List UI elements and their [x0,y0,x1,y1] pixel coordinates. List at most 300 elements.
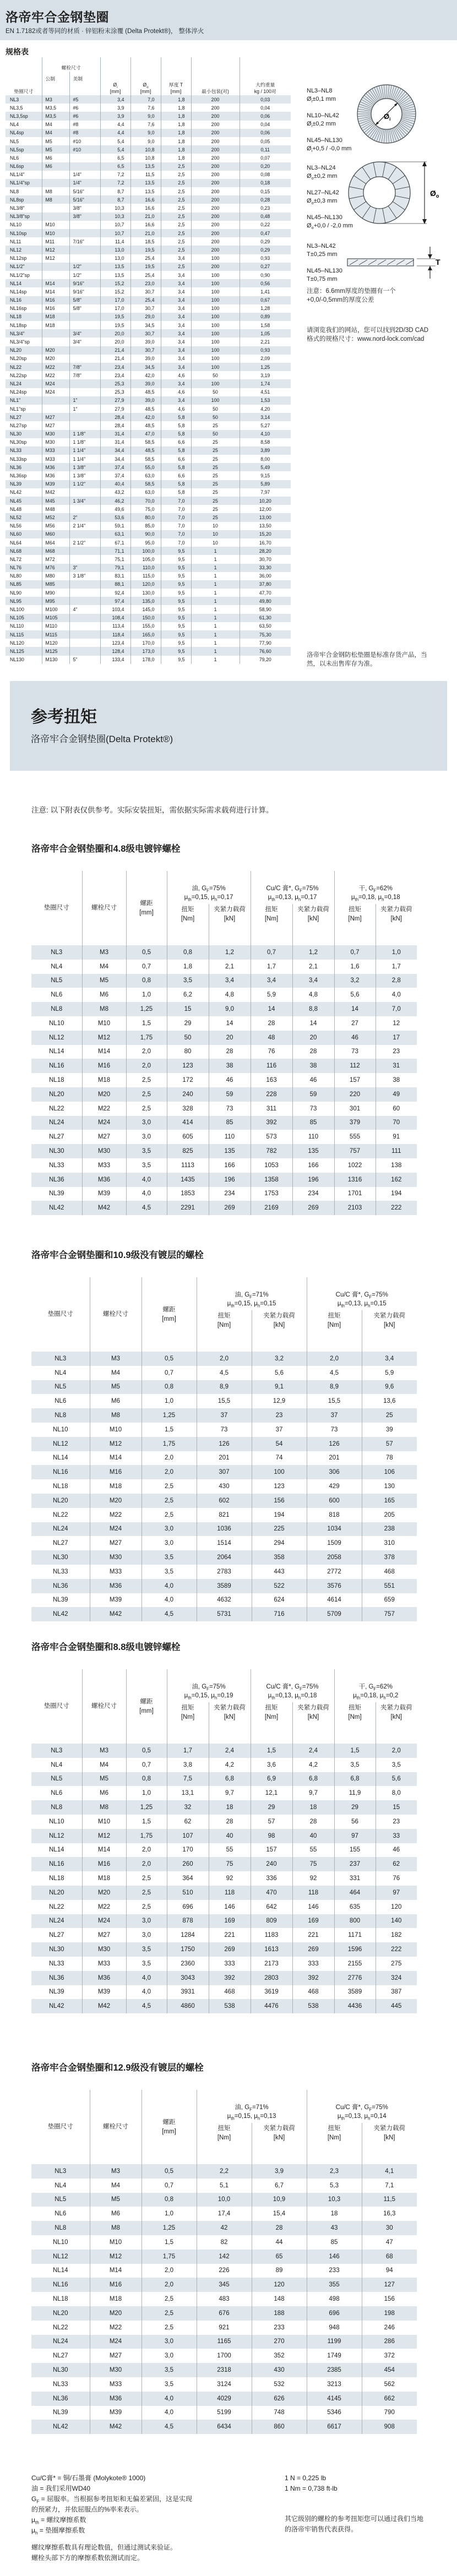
torque-cell: 40 [292,1829,334,1843]
torque-cell: 1700 [197,2349,252,2363]
table-row [31,2335,417,2349]
torque-cell: 1,75 [142,1437,197,1451]
table-row [6,179,291,187]
table-row [31,2321,417,2335]
torque-cell: 120 [252,2278,307,2292]
spec-cell [69,254,100,263]
col-metric: 公制 [42,72,69,95]
torque-cell: 1034 [307,1522,362,1537]
spec-cell: 25 [191,480,240,488]
table-row [31,1423,417,1437]
col-bolt-size: 螺栓尺寸 [82,1669,126,1744]
spec-cell: 1 3/8" [69,463,100,471]
spec-cell: 50 [191,413,240,421]
torque-cell: M4 [90,2179,142,2193]
torque-cell: 9,7 [209,1786,251,1800]
torque-cell: 4476 [251,1999,292,2013]
torque-cell: 310 [362,1536,417,1550]
torque-cell: 331 [334,1871,376,1886]
torque-section-title: 参考扭矩 [31,708,97,726]
torque-cell: 37 [307,1408,362,1423]
spec-cell: 173,0 [130,647,161,655]
spec-cell: 9,5 [161,614,191,622]
spec-cell: 15,20 [240,530,291,538]
table-row [6,589,291,597]
torque-cell: 1199 [307,2335,362,2349]
torque-cell: NL4 [51,1761,63,1768]
torque-cell: 2,4 [292,1744,334,1758]
torque-cell: 2,5 [126,1087,167,1102]
torque-table-header [31,871,417,945]
spec-cell [42,271,69,279]
table-row [6,355,291,363]
spec-cell: 1,8 [161,104,191,112]
spec-cell: 1 [191,639,240,647]
thickness-tolerance-note: 注意：6.6mm厚度的垫圈有一个 +0,0/-0,5mm的厚度公差 [307,288,396,303]
table-row [6,279,291,287]
torque-cell: 238 [362,1522,417,1537]
spec-cell [69,313,100,321]
table-row [31,1201,417,1215]
spec-cell: 5/16" [69,187,100,195]
spec-cell: 9/16" [69,279,100,287]
torque-cell: 2,5 [142,2321,197,2335]
spec-cell: NL22sp [10,372,27,378]
torque-cell: M16 [82,1059,126,1073]
torque-cell: 49 [376,1087,417,1102]
spec-cell [69,221,100,229]
spec-cell: 100 [191,287,240,296]
col-washer-size: 垫圈尺寸 [47,1311,73,1318]
col-clamp-load: 夹紧力载荷 [kN] [209,1702,251,1744]
spec-cell: 100 [191,337,240,346]
spec-cell: NL5 [10,138,19,144]
spec-cell: 200 [191,179,240,187]
table-row [6,480,291,488]
spec-cell [69,162,100,171]
torque-cell: 78 [362,1451,417,1466]
spec-cell: 100 [191,313,240,321]
table-row [6,271,291,279]
table-row [31,2420,417,2434]
spec-cell: M14 [42,279,69,287]
torque-cell: 2772 [307,1565,362,1579]
spec-cell: 5,89 [240,480,291,488]
spec-cell: M10 [42,229,69,237]
spec-cell: 10,7 [100,229,130,237]
torque-cell: 662 [362,2392,417,2406]
torque-cell: M14 [90,2264,142,2278]
torque-cell: 97 [334,1829,376,1843]
spec-cell: 17,0 [100,296,130,304]
torque-cell: 2,0 [307,1352,362,1366]
spec-cell: M85 [42,580,69,589]
torque-cell: NL27 [53,2352,68,2360]
torque-cell: 286 [362,2335,417,2349]
spec-cell: 1 [191,630,240,639]
spec-cell: 12,00 [240,505,291,513]
spec-cell: 48,5 [130,388,161,396]
torque-cell: 800 [334,1914,376,1929]
torque-cell: M30 [82,1144,126,1158]
torque-cell: 311 [251,1102,292,1116]
torque-cell: 194 [376,1187,417,1201]
torque-cell: 269 [292,1942,334,1957]
spec-cell: M14 [42,287,69,296]
torque-cell: 37 [197,1408,252,1423]
spec-cell: 1" [69,396,100,405]
torque-cell: 234 [209,1187,251,1201]
spec-cell: M20 [42,355,69,363]
spec-cell: NL6 [10,155,19,161]
spec-cell: 108,4 [100,614,130,622]
torque-cell: 3,2 [252,1352,307,1366]
torque-cell: 921 [197,2321,252,2335]
torque-cell: M39 [90,1593,142,1608]
spec-cell: NL76 [10,565,22,571]
torque-cell: 324 [376,1971,417,1985]
torque-cell: M27 [90,1536,142,1550]
torque-cell: NL39 [49,1190,64,1197]
spec-cell: 200 [191,112,240,120]
spec-cell: NL27 [10,414,22,420]
spec-cell: 0,29 [240,246,291,254]
spec-cell: 135,0 [130,597,161,605]
torque-cell: 2173 [251,1957,292,1971]
spec-cell: NL8sp [10,197,24,203]
table-row [6,204,291,212]
spec-cell: M30 [42,438,69,446]
torque-cell: 15,4 [252,2207,307,2221]
spec-cell: M105 [42,614,69,622]
spec-cell: NL14 [10,280,22,286]
torque-cell: NL39 [49,1989,64,1996]
torque-cell: M12 [82,1829,126,1843]
spec-cell: 3,4 [161,337,191,346]
torque-cell: 626 [252,2392,307,2406]
spec-cell: 48,5 [130,405,161,413]
spec-cell: 1 [191,605,240,613]
torque-cell: 3,8 [167,1758,209,1772]
spec-cell: #6 [69,112,100,120]
torque-cell: 948 [307,2321,362,2335]
torque-cell: 29 [251,1800,292,1815]
torque-cell: 221 [209,1928,251,1942]
torque-cell: NL24 [53,1526,68,1533]
torque-cell: 1284 [167,1928,209,1942]
torque-cell: 127 [362,2278,417,2292]
spec-cell: 4,6 [161,405,191,413]
table-row [31,1187,417,1201]
torque-cell: 3931 [167,1985,209,2000]
spec-cell: M22 [42,363,69,371]
page-title: 洛帝牢合金钢垫圈 [6,10,109,24]
torque-cell: NL30 [53,2367,68,2374]
table-row [31,1116,417,1130]
torque-cell: NL33 [49,1162,64,1169]
spec-cell [69,355,100,363]
cad-download-note: 请浏览我们的网站，您可以找到2D/3D CAD 格式的规格尺寸：www.nord-lock.com/cad [307,327,429,342]
spec-cell: 3,4 [161,321,191,329]
table-row [6,505,291,513]
col-bolt-size: 螺栓尺寸 [82,871,126,945]
torque-cell: 3576 [307,1579,362,1593]
table-row [6,438,291,446]
torque-table-header [31,2090,417,2164]
torque-cell: 74 [252,1451,307,1466]
col-clamp-load: 夹紧力载荷 [kN] [362,1310,417,1352]
lubrication-group-header: Cu/C 膏*, $G_F=75\%$ $\mu_{th}=0,13$, $\mu_h=0,14$ [307,2090,417,2123]
table-row [31,1102,417,1116]
spec-cell: 1 [191,555,240,563]
spec-cell: 27,9 [100,405,130,413]
torque-cell: NL33 [53,2381,68,2388]
col-pitch: 螺距 [mm] [126,871,167,945]
torque-cell: 0,7 [142,1366,197,1380]
spec-cell: 30,7 [130,346,161,355]
torque-cell: 4,0 [142,1593,197,1608]
spec-cell: 6,6 [161,455,191,463]
torque-cell: M36 [90,1579,142,1593]
torque-cell: 118 [292,1886,334,1900]
spec-cell: 37,4 [100,471,130,480]
torque-cell: 0,5 [126,945,167,960]
spec-cell: 3,14 [240,413,291,421]
torque-cell: 6,8 [209,1772,251,1787]
spec-cell [69,597,100,605]
torque-cell: 5,6 [252,1366,307,1380]
torque-cell: 1,5 [126,1815,167,1829]
col-clamp-load: 夹紧力载荷 [kN] [252,2123,307,2164]
spec-cell: 100 [191,329,240,337]
torque-cell: NL30 [53,1554,68,1561]
spec-cell: NL27sp [10,422,27,428]
torque-cell: 11,9 [334,1786,376,1800]
spec-cell: 16,70 [240,538,291,547]
table-row [31,1045,417,1059]
torque-cell: 825 [167,1144,209,1158]
spec-cell [42,329,69,337]
spec-cell: 6,5 [100,154,130,162]
spec-cell: NL6sp [10,164,24,170]
spec-cell: 7,0 [161,538,191,547]
torque-cell: 551 [362,1579,417,1593]
torque-cell: 48 [251,1031,292,1045]
torque-cell: 1509 [307,1536,362,1550]
torque-cell: 275 [376,1957,417,1971]
spec-cell: 97,4 [100,597,130,605]
torque-cell: 6,8 [334,1772,376,1787]
torque-cell: 20 [292,1031,334,1045]
torque-cell: M24 [90,1522,142,1537]
torque-cell: 23 [252,1408,307,1423]
table-row [6,463,291,471]
torque-cell: NL14 [49,1847,64,1854]
torque-cell: 392 [209,1971,251,1985]
torque-cell: 1,0 [376,945,417,960]
spec-cell: 1,8 [161,154,191,162]
spec-cell: NL60 [10,531,22,537]
torque-cell: 3213 [307,2377,362,2392]
torque-cell: 28 [209,1815,251,1829]
torque-cell: M4 [90,1366,142,1380]
spec-cell: 25 [191,421,240,429]
spec-cell: 0,15 [240,187,291,195]
torque-cell: 5,3 [307,2179,362,2193]
torque-cell: 642 [251,1900,292,1914]
table-row [31,1593,417,1608]
torque-cell: NL18 [49,1875,64,1882]
torque-cell: 4632 [197,1593,252,1608]
torque-cell: 328 [167,1102,209,1116]
spec-cell [69,555,100,563]
table-row [6,421,291,429]
torque-cell: 2058 [307,1550,362,1565]
torque-cell: 76 [251,1045,292,1059]
spec-cell: 3,4 [161,304,191,313]
torque-cell: 782 [251,1144,292,1158]
spec-cell: M115 [42,630,69,639]
torque-cell: 4,5 [142,2420,197,2434]
spec-cell: 79,20 [240,656,291,664]
torque-cell: 112 [334,1059,376,1073]
table-row [31,1565,417,1579]
spec-cell: 7/16" [69,237,100,246]
spec-cell: 155,0 [130,622,161,630]
table-row [31,1607,417,1621]
torque-cell: M42 [90,1607,142,1621]
spec-cell: 0,67 [240,296,291,304]
col-torque: 扭矩 [Nm] [251,904,292,945]
torque-cell: 532 [252,2377,307,2392]
torque-cell: 0,7 [334,945,376,960]
torque-cell: 9,6 [362,1380,417,1395]
spec-cell [69,647,100,655]
spec-cell: 3,89 [240,446,291,455]
spec-cell: 9,5 [161,555,191,563]
torque-cell: 605 [167,1130,209,1144]
torque-cell: NL4 [55,2182,67,2189]
torque-table [31,1277,417,1621]
torque-cell: M20 [90,1494,142,1508]
spec-cell: NL30sp [10,439,27,445]
spec-cell: 25 [191,463,240,471]
spec-cell: 10,3 [100,213,130,221]
table-row [6,597,291,605]
spec-cell: 0,28 [240,195,291,204]
torque-cell: 9,1 [252,1380,307,1395]
torque-cell: 1,8 [167,960,209,974]
table-row [31,1380,417,1395]
torque-cell: 294 [252,1536,307,1550]
torque-cell: 97 [376,1886,417,1900]
torque-cell: 696 [307,2306,362,2321]
table-row [6,396,291,405]
torque-cell: 8,8 [292,1002,334,1016]
torque-cell: 4,0 [376,988,417,1002]
spec-cell: 77,90 [240,639,291,647]
spec-cell: NL22 [10,364,22,370]
spec-cell: M33 [42,455,69,463]
torque-cell: 8,0 [376,1786,417,1800]
torque-cell: NL10 [53,1426,68,1433]
spec-cell: 21,0 [130,229,161,237]
table-row [6,337,291,346]
torque-cell: 2,0 [142,2264,197,2278]
spec-cell: #8 [69,121,100,129]
torque-cell: 1,6 [334,960,376,974]
torque-cell: M4 [82,1758,126,1772]
spec-cell: NL42 [10,489,22,495]
torque-cell: 600 [307,1494,362,1508]
spec-cell: 10,8 [130,145,161,154]
table-row [31,1508,417,1522]
spec-cell: NL52 [10,514,22,520]
thickness-label: T [436,258,440,266]
torque-cell: 4,8 [292,988,334,1002]
spec-cell: 1,8 [161,129,191,137]
table-row [6,145,291,154]
table-row [31,945,417,960]
torque-cell: M30 [82,1942,126,1957]
spec-cell: M5 [42,145,69,154]
torque-cell: 222 [376,1942,417,1957]
spec-cell: 7,0 [161,505,191,513]
spec-cell: 9/16" [69,287,100,296]
table-row [31,1437,417,1451]
spec-cell: 100 [191,279,240,287]
torque-cell: 624 [252,1593,307,1608]
torque-cell: 510 [167,1886,209,1900]
col-clamp-load: 夹紧力载荷 [kN] [209,904,251,945]
spec-cell: 0,04 [240,104,291,112]
spec-cell: 28,20 [240,547,291,555]
torque-cell: M33 [82,1158,126,1173]
col-torque: 扭矩 [Nm] [334,1702,376,1744]
torque-cell: 23 [376,1815,417,1829]
torque-cell: M18 [82,1073,126,1087]
spec-cell [69,154,100,162]
torque-cell: 2,0 [142,1465,197,1479]
spec-cell [69,630,100,639]
torque-cell: 29 [167,1016,209,1031]
spec-cell: #10 [69,137,100,145]
torque-cell: 3,9 [252,2164,307,2179]
spec-cell: NL11 [10,238,21,244]
spec-cell: 145,0 [130,605,161,613]
spec-cell: 13,5 [100,263,130,271]
torque-cell: 757 [362,1607,417,1621]
spec-cell: 5,4 [100,145,130,154]
torque-cell: 307 [197,1465,252,1479]
inner-diameter-label: $Ø_i$ [384,112,391,122]
torque-cell: 2,0 [376,1744,417,1758]
spec-cell: 1 [191,589,240,597]
spec-cell: 3,4 [161,271,191,279]
spec-cell: 0,47 [240,229,291,237]
torque-cell: 5,1 [197,2179,252,2193]
torque-cell: 1316 [334,1173,376,1187]
spec-cell: 30,7 [130,329,161,337]
spec-cell: 83,1 [100,572,130,580]
torque-cell: 18 [292,1800,334,1815]
spec-cell: 5,49 [240,463,291,471]
spec-cell: 9,5 [161,564,191,572]
spec-cell: 100,0 [130,547,161,555]
torque-table-body [31,2164,417,2434]
torque-cell: 10,3 [307,2193,362,2207]
spec-cell [69,488,100,497]
